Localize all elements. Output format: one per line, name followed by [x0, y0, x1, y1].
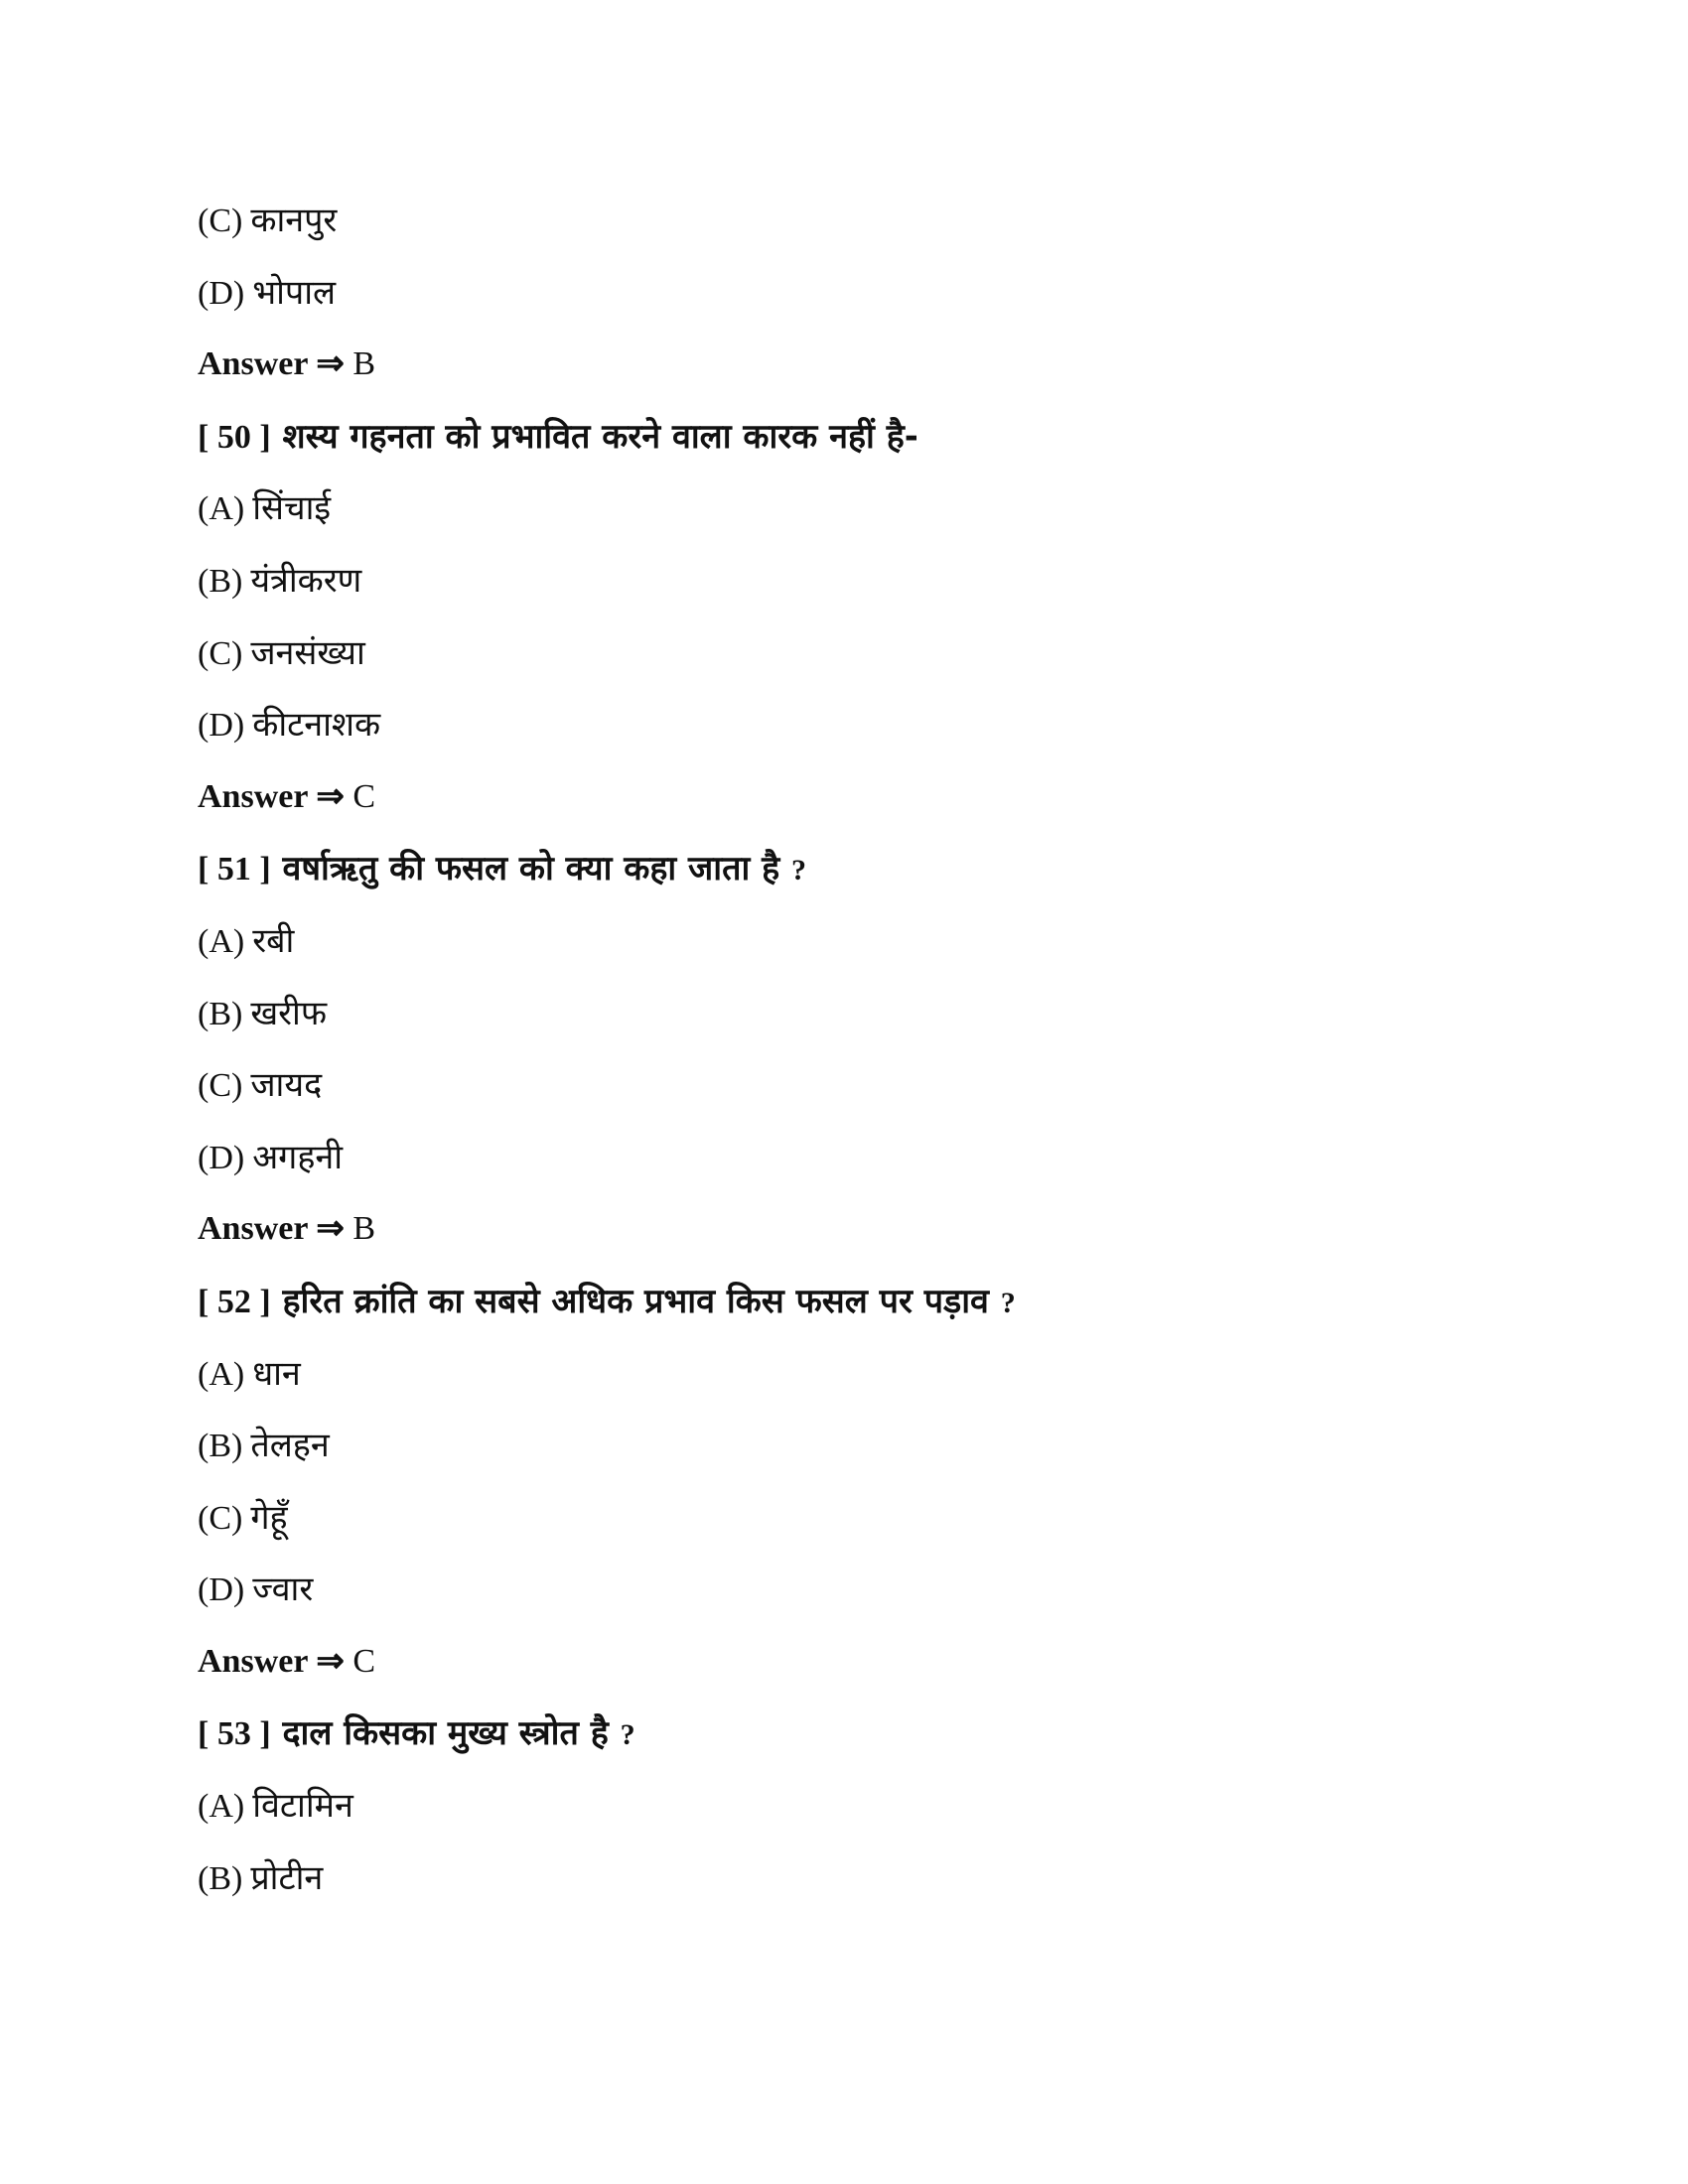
- question-mark: ?: [620, 1718, 635, 1752]
- answer-line: [198, 1636, 1508, 1708]
- question-text: हरित क्रांति का सबसे अधिक प्रभाव किस फसल पर पड़ाव: [282, 1281, 989, 1321]
- option-label: (B): [198, 1859, 243, 1897]
- question-heading: [198, 411, 1508, 483]
- option-line: [198, 1564, 1508, 1636]
- option-line: [198, 195, 1508, 267]
- option-label: (C): [198, 203, 243, 239]
- option-line: [198, 1492, 1508, 1565]
- option-text: जनसंख्या: [250, 632, 365, 673]
- option-line: [198, 1059, 1508, 1132]
- answer-value: B: [352, 1210, 375, 1248]
- answer-label: Answer ⇒: [198, 777, 345, 815]
- answer-label: Answer ⇒: [198, 345, 345, 383]
- question-mark: ?: [791, 854, 806, 887]
- option-label: (B): [198, 1428, 243, 1465]
- answer-label: Answer ⇒: [198, 1642, 345, 1680]
- option-label: (B): [198, 562, 243, 600]
- option-text: विटामिन: [252, 1786, 353, 1827]
- option-text: कानपुर: [250, 201, 338, 240]
- option-label: (B): [198, 995, 243, 1032]
- option-text: अगहनी: [252, 1137, 344, 1177]
- question-number: [ 51 ]: [198, 851, 271, 888]
- option-label: (C): [198, 1499, 243, 1537]
- option-label: (D): [198, 707, 245, 745]
- option-label: (C): [198, 1067, 243, 1105]
- option-label: (D): [198, 1139, 245, 1176]
- option-text: खरीफ: [250, 993, 328, 1033]
- option-text: गेहूँ: [250, 1497, 288, 1538]
- option-line: [198, 1348, 1508, 1421]
- option-line: [198, 267, 1508, 340]
- option-line: [198, 482, 1508, 555]
- option-line: [198, 627, 1508, 700]
- option-label: (A): [198, 490, 245, 528]
- question-heading: [198, 843, 1508, 915]
- option-text: ज्वार: [252, 1570, 314, 1610]
- option-text: सिंचाई: [252, 488, 332, 529]
- question-number: [ 52 ]: [198, 1283, 271, 1320]
- answer-value: C: [352, 1642, 375, 1680]
- option-line: [198, 555, 1508, 627]
- answer-line: [198, 771, 1508, 844]
- document-page: [198, 195, 1508, 1924]
- option-line: [198, 1132, 1508, 1204]
- option-label: (A): [198, 922, 245, 960]
- option-line: [198, 1852, 1508, 1925]
- option-line: [198, 699, 1508, 771]
- answer-value: C: [352, 777, 375, 815]
- option-line: [198, 915, 1508, 988]
- option-line: [198, 1420, 1508, 1492]
- question-mark: ?: [1000, 1286, 1016, 1319]
- answer-label: Answer ⇒: [198, 1210, 345, 1248]
- option-label: (D): [198, 274, 245, 312]
- question-heading: [198, 1276, 1508, 1348]
- option-text: रबी: [252, 920, 295, 961]
- option-text: कीटनाशक: [252, 705, 381, 746]
- option-text: यंत्रीकरण: [250, 560, 362, 601]
- answer-value: B: [352, 345, 375, 383]
- option-line: [198, 1780, 1508, 1852]
- question-number: [ 53 ]: [198, 1715, 271, 1753]
- question-number: [ 50 ]: [198, 418, 271, 456]
- option-label: (D): [198, 1571, 245, 1609]
- question-text: वर्षाऋतु की फसल को क्या कहा जाता है: [282, 849, 780, 889]
- option-label: (A): [198, 1355, 245, 1393]
- question-heading: [198, 1707, 1508, 1780]
- option-text: भोपाल: [252, 272, 337, 313]
- option-text: तेलहन: [250, 1426, 330, 1466]
- option-line: [198, 988, 1508, 1060]
- option-text: जायद: [250, 1065, 323, 1106]
- option-label: (A): [198, 1788, 245, 1826]
- option-text: प्रोटीन: [250, 1857, 324, 1898]
- option-label: (C): [198, 634, 243, 672]
- answer-line: [198, 1203, 1508, 1276]
- option-text: धान: [252, 1353, 301, 1394]
- answer-line: [198, 339, 1508, 411]
- question-text: दाल किसका मुख्य स्त्रोत है: [282, 1713, 609, 1754]
- question-text: शस्य गहनता को प्रभावित करने वाला कारक नहीं है-: [282, 416, 918, 457]
